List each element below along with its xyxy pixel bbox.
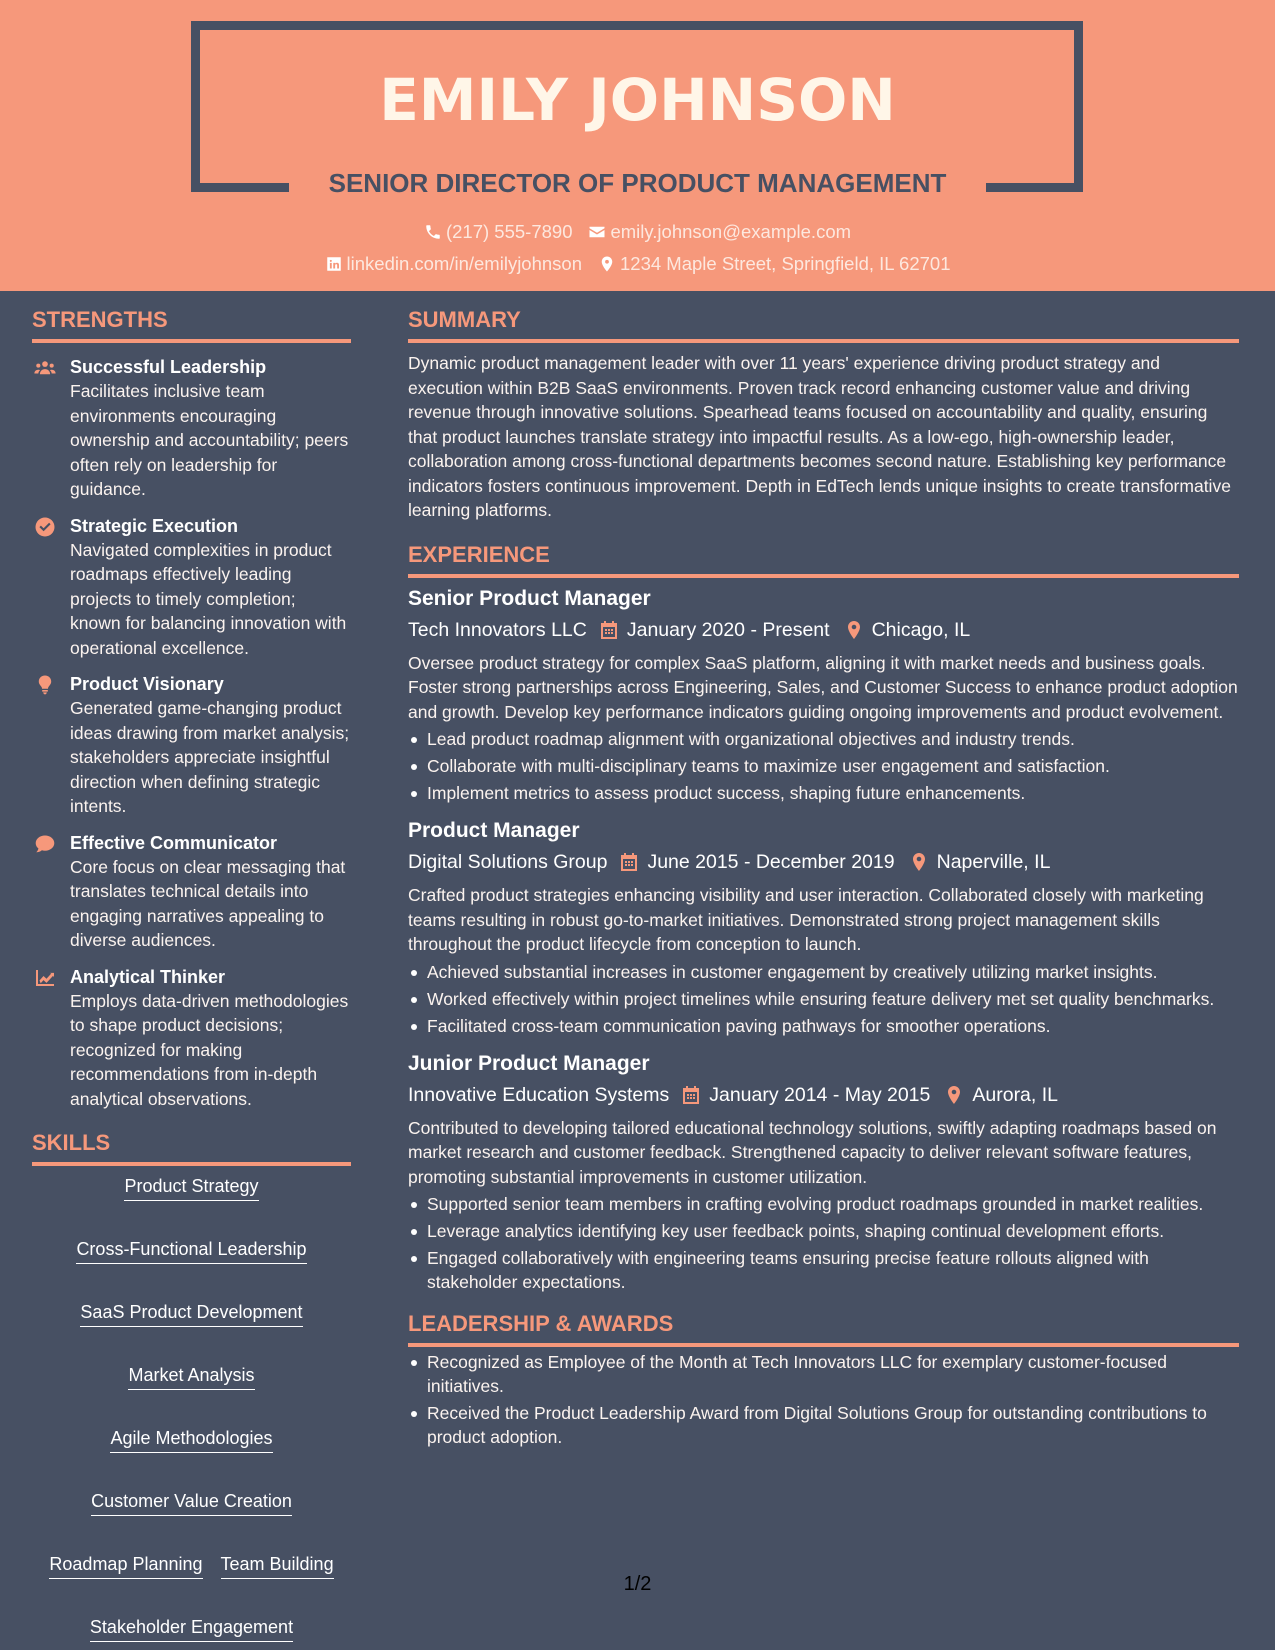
calendar-icon xyxy=(599,620,619,640)
skill-tag: Agile Methodologies xyxy=(110,1426,272,1453)
bullet-item: Worked effectively within project timelines while ensuring feature delivery met set quality benchmarks. xyxy=(408,987,1239,1011)
skill-tag: Cross-Functional Leadership xyxy=(76,1237,306,1264)
job-location: Chicago, IL xyxy=(871,618,971,641)
skill-tag: Product Strategy xyxy=(124,1174,258,1201)
right-column xyxy=(408,306,1239,1449)
map-pin-icon xyxy=(944,1085,964,1105)
job-meta xyxy=(408,617,1239,643)
job-company: Innovative Education Systems xyxy=(408,1083,670,1106)
strength-title: Strategic Execution xyxy=(70,515,239,536)
bullet-item: Facilitated cross-team communication paving pathways for smoother operations. xyxy=(408,1014,1239,1038)
skill-tag: Stakeholder Engagement xyxy=(90,1615,293,1642)
job-role: Product Manager xyxy=(408,819,580,842)
contact-linkedin[interactable] xyxy=(325,251,582,277)
job-bullets xyxy=(408,1192,1239,1294)
map-pin-icon xyxy=(909,852,929,872)
contact-address xyxy=(598,251,950,277)
phone-text: (217) 555-7890 xyxy=(445,221,573,242)
strength-desc: Employs data-driven methodologies to shape product decisions; recognized for making recommendations from in-depth analytical observations. xyxy=(70,990,349,1109)
contact-row xyxy=(0,251,1275,277)
strength-item xyxy=(32,965,351,1112)
job-role: Senior Product Manager xyxy=(408,586,651,610)
award-item: Recognized as Employee of the Month at Tech Innovators LLC for exemplary customer-focused initiatives. xyxy=(408,1350,1239,1398)
award-item: Received the Product Leadership Award from Digital Solutions Group for outstanding contributions to product adoption. xyxy=(408,1401,1239,1449)
bullet-item: Implement metrics to assess product success, shaping future enhancements. xyxy=(408,781,1239,805)
bullet-item: Collaborate with multi-disciplinary teams to maximize user engagement and satisfaction. xyxy=(408,754,1239,778)
strength-desc: Generated game-changing product ideas drawing from market analysis; stakeholders appreciate insightful direction when defining strategic intents. xyxy=(70,698,350,816)
job-role: Junior Product Manager xyxy=(408,1051,650,1075)
page-number: 1/2 xyxy=(623,1573,652,1595)
job-location: Aurora, IL xyxy=(972,1083,1059,1106)
strength-item xyxy=(32,672,351,819)
strength-desc: Facilitates inclusive team environments encouraging ownership and accountability; peers often rely on leadership for guidance. xyxy=(70,381,349,499)
awards-heading: LEADERSHIP & AWARDS xyxy=(408,1310,1239,1347)
skill-tag: Market Analysis xyxy=(128,1363,254,1390)
strength-item xyxy=(32,831,351,953)
bullet-item: Achieved substantial increases in customer engagement by creatively utilizing market insights. xyxy=(408,960,1239,984)
job-description: Contributed to developing tailored educational technology solutions, swiftly adapting roadmaps based on market research and customer feedback. Strengthened capacity to deliver relevant software features, promoting substantial improvements in customer utilization. xyxy=(408,1117,1217,1187)
lightbulb-icon xyxy=(34,675,56,695)
strength-item xyxy=(32,355,351,502)
skill-tag: Customer Value Creation xyxy=(91,1489,292,1516)
job-description: Oversee product strategy for complex SaaS platform, aligning it with market needs and business goals. Foster strong partnerships across Engineering, Sales, and Customer Success to enhance product adoption and growth. Develop key performance indicators guiding ongoing improvements and product evolvement. xyxy=(408,652,1238,722)
resume-header xyxy=(0,0,1275,291)
job-meta xyxy=(408,1082,1239,1108)
email-text[interactable]: emily.johnson@example.com xyxy=(610,221,852,242)
skill-tag: Team Building xyxy=(221,1552,334,1579)
summary-heading: SUMMARY xyxy=(408,306,1239,343)
strength-item xyxy=(32,514,351,661)
check-circle-icon xyxy=(34,517,56,537)
bullet-item: Lead product roadmap alignment with organizational objectives and industry trends. xyxy=(408,727,1239,751)
summary-text: Dynamic product management leader with over 11 years' experience driving product strategy and execution within B2B SaaS environments. Proven track record enhancing customer value and driving revenue through innovative solutions. Spearhead teams focused on accountability and quality, ensuring that product launches translate strategy into impactful results. As a low-ego, high-ownership leader, collaboration among cross-functional departments becomes second nature. Establishing key performance indicators fosters continuous improvement. Depth in EdTech lends unique insights to create transformative learning platforms. xyxy=(408,353,1231,520)
job-entry xyxy=(408,817,1239,1038)
left-column xyxy=(32,306,351,1642)
job-location: Naperville, IL xyxy=(936,851,1051,873)
strength-desc: Core focus on clear messaging that translates technical details into engaging narratives appealing to diverse audiences. xyxy=(70,856,346,950)
strengths-heading: STRENGTHS xyxy=(32,306,351,343)
skill-tag: Roadmap Planning xyxy=(49,1552,202,1579)
strength-title: Effective Communicator xyxy=(70,832,278,853)
strength-title: Analytical Thinker xyxy=(70,966,226,987)
job-company: Digital Solutions Group xyxy=(408,851,608,873)
job-entry xyxy=(408,585,1239,806)
job-dates: January 2020 - Present xyxy=(626,618,830,641)
users-icon xyxy=(34,358,56,378)
strength-desc: Navigated complexities in product roadmaps effectively leading projects to timely completion; known for balancing innovation with operational excellence. xyxy=(70,539,347,658)
strength-title: Product Visionary xyxy=(70,674,224,694)
job-bullets xyxy=(408,727,1239,805)
candidate-title: SENIOR DIRECTOR OF PRODUCT MANAGEMENT xyxy=(328,168,947,198)
strength-title: Successful Leadership xyxy=(70,357,267,377)
contact-phone xyxy=(424,219,573,245)
job-bullets xyxy=(408,960,1239,1038)
skills-heading: SKILLS xyxy=(32,1129,351,1166)
job-dates: January 2014 - May 2015 xyxy=(709,1083,931,1106)
job-company: Tech Innovators LLC xyxy=(408,618,587,641)
line-chart-icon xyxy=(34,968,56,988)
contact-email[interactable] xyxy=(588,219,851,245)
phone-icon xyxy=(424,223,442,241)
awards-list xyxy=(408,1350,1239,1449)
experience-heading: EXPERIENCE xyxy=(408,541,1239,578)
candidate-name: EMILY JOHNSON xyxy=(379,66,896,134)
bullet-item: Leverage analytics identifying key user feedback points, shaping continual development efforts. xyxy=(408,1219,1239,1243)
contact-row xyxy=(0,219,1275,245)
linkedin-icon xyxy=(325,255,343,273)
job-description: Crafted product strategies enhancing visibility and user interaction. Collaborated closely with marketing teams resulting in robust go-to-market initiatives. Demonstrated strong project management skills throughout the product lifecycle from conception to launch. xyxy=(408,885,1204,954)
bullet-item: Engaged collaboratively with engineering teams ensuring precise feature rollouts aligned with stakeholder expectations. xyxy=(408,1246,1239,1294)
job-entry xyxy=(408,1050,1239,1295)
map-pin-icon xyxy=(844,620,864,640)
calendar-icon xyxy=(619,852,639,872)
address-text: 1234 Maple Street, Springfield, IL 62701 xyxy=(620,253,951,274)
calendar-icon xyxy=(681,1085,701,1105)
job-meta xyxy=(408,849,1239,875)
header-frame xyxy=(191,21,1083,30)
linkedin-text[interactable]: linkedin.com/in/emilyjohnson xyxy=(346,253,582,274)
skill-tag: SaaS Product Development xyxy=(80,1300,302,1327)
bullet-item: Supported senior team members in crafting evolving product roadmaps grounded in market realities. xyxy=(408,1192,1239,1216)
map-pin-icon xyxy=(598,255,616,273)
speech-bubble-icon xyxy=(34,834,56,854)
job-dates: June 2015 - December 2019 xyxy=(647,851,895,873)
envelope-icon xyxy=(588,223,606,241)
